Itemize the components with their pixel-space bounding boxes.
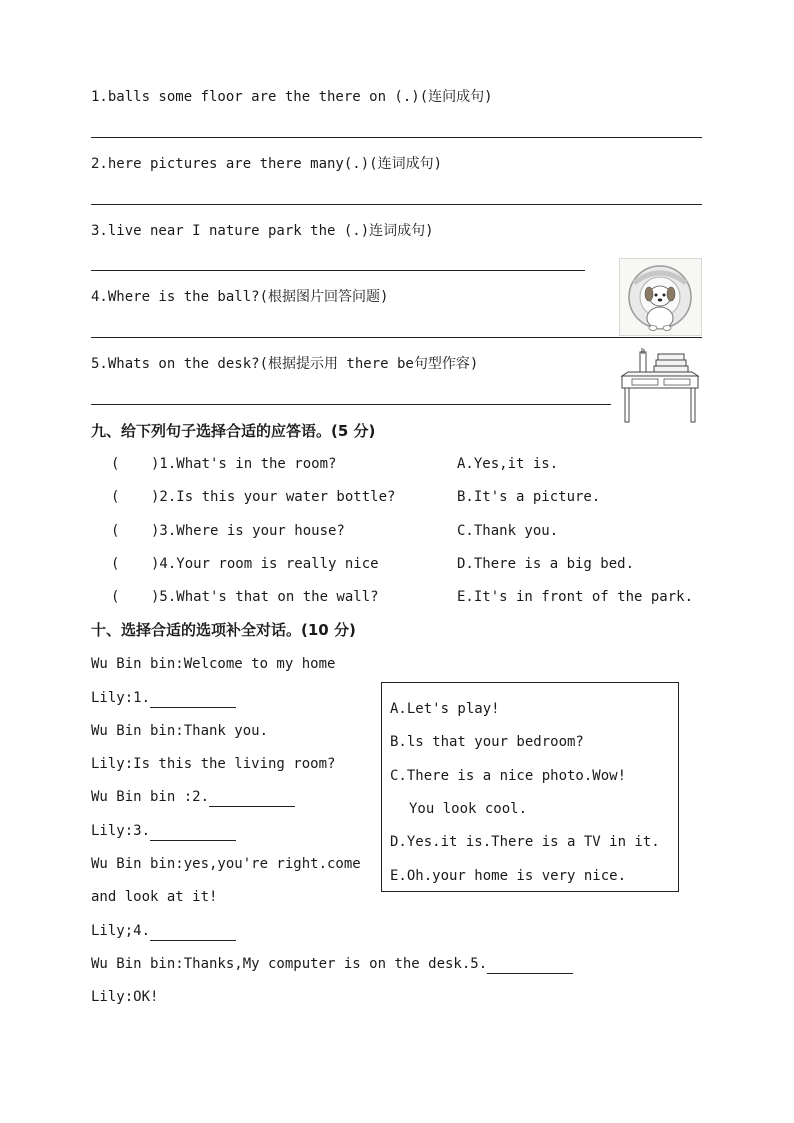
desk-picture <box>618 346 702 424</box>
blank-4[interactable] <box>150 924 236 941</box>
dialogue-line-1: Wu Bin bin:Welcome to my home <box>91 656 336 672</box>
blank-2[interactable] <box>209 790 295 807</box>
option-b: B.ls that your bedroom? <box>390 734 584 750</box>
q2-text: )2.Is this your water bottle? <box>151 489 396 505</box>
dialogue-text-9: Lily;4. <box>91 923 151 939</box>
section10-title: 十、选择合适的选项补全对话。(10 分) <box>91 621 356 639</box>
section9-title: 九、给下列句子选择合适的应答语。(5 分) <box>91 422 376 440</box>
dialogue-text-6: Lily:3. <box>91 823 151 839</box>
answer-line-5[interactable] <box>91 404 611 405</box>
answer-line-2[interactable] <box>91 204 702 205</box>
answer-line-3[interactable] <box>91 270 585 271</box>
option-e: E.Oh.your home is very nice. <box>390 868 627 884</box>
option-a: A.Let's play! <box>390 701 500 717</box>
dialogue-text-5: Wu Bin bin :2. <box>91 789 210 805</box>
q4-paren[interactable]: ( <box>111 556 120 572</box>
option-c-continued: You look cool. <box>409 801 528 817</box>
question-5: 5.Whats on the desk?(根据提示用 there be句型作容) <box>91 356 479 372</box>
question-3: 3.live near I nature park the (.)连词成句) <box>91 223 434 239</box>
dialogue-line-2 <box>91 688 236 708</box>
dialogue-line-6 <box>91 821 236 841</box>
dialogue-line-8: and look at it! <box>91 889 218 905</box>
dialogue-line-9 <box>91 921 236 941</box>
dialogue-line-10 <box>91 954 573 974</box>
q1-paren[interactable]: ( <box>111 456 120 472</box>
question-4: 4.Where is the ball?(根据图片回答问题) <box>91 289 389 305</box>
dialogue-line-7: Wu Bin bin:yes,you're right.come <box>91 856 361 872</box>
answer-d: D.There is a big bed. <box>457 556 635 572</box>
blank-5[interactable] <box>487 957 573 974</box>
q3-text: )3.Where is your house? <box>151 523 345 539</box>
dialogue-line-3: Wu Bin bin:Thank you. <box>91 723 269 739</box>
answer-c: C.Thank you. <box>457 523 559 539</box>
q1-text: )1.What's in the room? <box>151 456 337 472</box>
q5-paren[interactable]: ( <box>111 589 120 605</box>
answer-e: E.It's in front of the park. <box>457 589 694 605</box>
q4-text: )4.Your room is really nice <box>151 556 379 572</box>
dialogue-line-11: Lily:OK! <box>91 989 159 1005</box>
option-d: D.Yes.it is.There is a TV in it. <box>390 834 660 850</box>
dialogue-text-2: Lily:1. <box>91 690 151 706</box>
blank-3[interactable] <box>150 824 236 841</box>
dog-ball-picture <box>619 258 702 336</box>
q3-paren[interactable]: ( <box>111 523 120 539</box>
option-c: C.There is a nice photo.Wow! <box>390 768 627 784</box>
dialogue-text-10: Wu Bin bin:Thanks,My computer is on the desk.5. <box>91 956 488 972</box>
answer-b: B.It's a picture. <box>457 489 601 505</box>
blank-1[interactable] <box>150 691 236 708</box>
answer-a: A.Yes,it is. <box>457 456 559 472</box>
question-2: 2.here pictures are there many(.)(连词成句) <box>91 156 443 172</box>
question-1: 1.balls some floor are the there on (.)(连问成句) <box>91 89 493 105</box>
dialogue-line-5 <box>91 787 295 807</box>
answer-line-4[interactable] <box>91 337 702 338</box>
q2-paren[interactable]: ( <box>111 489 120 505</box>
answer-line-1[interactable] <box>91 137 702 138</box>
q5-text: )5.What's that on the wall? <box>151 589 379 605</box>
dialogue-line-4: Lily:Is this the living room? <box>91 756 336 772</box>
